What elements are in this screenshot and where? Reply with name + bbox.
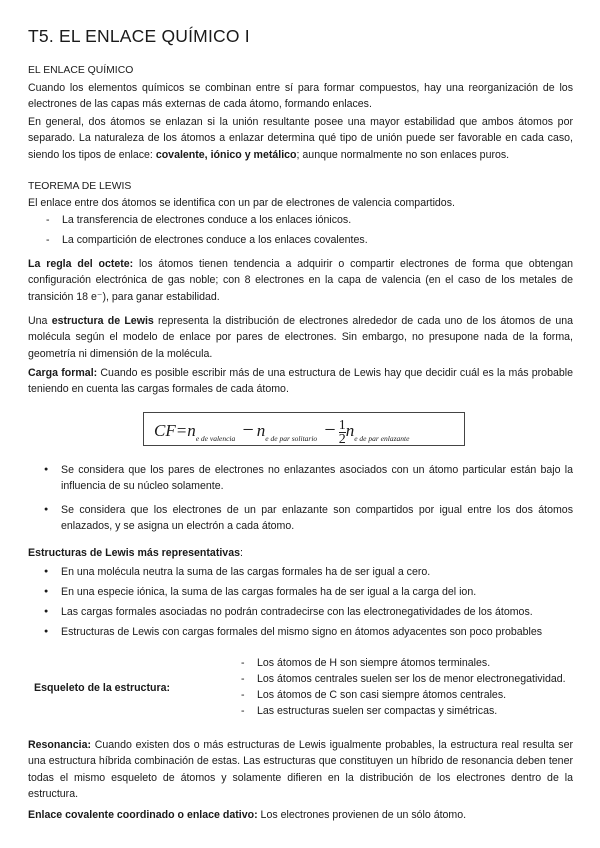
list-item: ● En una molécula neutra la suma de las cargas formales ha de ser igual a cero. [28, 564, 573, 584]
list-item: ● Se considera que los pares de electrones no enlazantes asociados con un átomo particular están bajo la influencia de su núcleo solamente. [28, 462, 573, 495]
minus: − [242, 419, 254, 441]
paragraph-intro: Cuando los elementos químicos se combinan entre sí para formar compuestos, hay una reorganización de los electrones de las capas más externas de cada átomo, formando enlaces. [28, 82, 573, 111]
list-item: - Los átomos de H son siempre átomos terminales. [223, 655, 566, 671]
list-item: ● Estructuras de Lewis con cargas formales del mismo signo en átomos adyacentes son poco probables [28, 624, 573, 644]
text: ; aunque normalmente no son enlaces puros. [296, 148, 510, 161]
octet-bold: La regla del octete: [28, 258, 134, 270]
formal-charge-formula [143, 412, 465, 446]
text: Cuando es posible escribir más de una estructura de Lewis hay que decidir cuál es la más probable teniendo en cuenta las cargas formales de cada átomo. [28, 367, 573, 396]
fraction [339, 419, 346, 446]
denominator: 2 [338, 431, 346, 447]
text: representa la distribución de electrones alrededor de cada uno de los átomos de una molécula según el modelo de enlace por pares de electrones. Sin embargo, no presupone nada de la forma, geometría ni dimensión de la molécula. [28, 315, 573, 360]
formula-sub: e de par solitario [265, 434, 318, 443]
page-title: T5. EL ENLACE QUÍMICO I [28, 26, 250, 46]
list-item: ● Las cargas formales asociadas no podrán contradecirse con las electronegatividades de los átomos. [28, 604, 573, 624]
text: En general, dos átomos se enlazan si la unión resultante posee una mayor estabilidad que ambos átomos por separado. La naturaleza de los átomos a enlazar determina qué tipo de unión puede ser favorable en cada caso, siendo los tipos de enlace: [28, 116, 573, 161]
paragraph-formal-charge [28, 365, 573, 398]
formula-sub: e de par enlazante [354, 434, 410, 443]
lewis-bold: estructura de Lewis [51, 315, 154, 327]
formula-n: n [256, 421, 266, 440]
dative-bold: Enlace covalente coordinado o enlace dativo: [28, 809, 258, 821]
skeleton-label: Esqueleto de la estructura: [34, 682, 170, 694]
list-item: ● En una especie iónica, la suma de las cargas formales ha de ser igual a la carga del ion. [28, 584, 573, 604]
text: Una [28, 315, 52, 327]
charge-bullets [28, 462, 573, 535]
formula-lhs: CF=n [154, 421, 196, 440]
text: : [239, 547, 243, 559]
heading-representative [28, 545, 573, 561]
list-item: - Los átomos centrales suelen ser los de menor electronegatividad. [223, 671, 566, 687]
skeleton-list [223, 655, 566, 719]
list-item: - Las estructuras suelen ser compactas y simétricas. [223, 703, 566, 719]
section-heading-enlace: EL ENLACE QUÍMICO [28, 65, 134, 76]
formula-n: n [345, 421, 355, 440]
dash-list [28, 212, 573, 252]
charge-bold: Carga formal: [28, 367, 98, 379]
text: Los electrones provienen de un sólo átomo. [257, 809, 467, 821]
text: Cuando existen dos o más estructuras de Lewis igualmente probables, la estructura real resulta ser una estructura híbrida combinación de estas. Las estructuras que constituyen un híbrido de resonancia deben tener todas el mismo esqueleto de átomos y solamente difieren en la distribución de los electrones dentro de la estructura. [28, 739, 573, 801]
paragraph-octet [28, 256, 573, 305]
paragraph-lewis-intro: El enlace entre dos átomos se identifica con un par de electrones de valencia compartidos. [28, 197, 455, 209]
text: los átomos tienen tendencia a adquirir o compartir electrones de forma que obtengan configuración electrónica de gas noble; con 8 electrones en la capa de valencia (en el caso de los metales de transición 18 e⁻), para ganar estabilidad. [28, 258, 573, 303]
representative-bullets [28, 564, 573, 644]
list-item: - Los átomos de C son casi siempre átomos centrales. [223, 687, 566, 703]
paragraph-resonance [28, 737, 573, 803]
numerator: 1 [338, 417, 346, 433]
minus: − [324, 419, 336, 441]
resonance-bold: Resonancia: [28, 739, 91, 751]
rep-heading-bold: Estructuras de Lewis más representativas [28, 547, 240, 559]
list-item: - La compartición de electrones conduce a los enlaces covalentes. [28, 232, 573, 252]
list-item: ● Se considera que los electrones de un par enlazante son compartidos por igual entre los dos átomos enlazados, y se asigna un electrón a cada átomo. [28, 502, 573, 535]
paragraph-bond-types [28, 114, 573, 163]
list-item: - La transferencia de electrones conduce a los enlaces iónicos. [28, 212, 573, 232]
formula-sub: e de valencia [195, 434, 236, 443]
paragraph-lewis-structure [28, 313, 573, 362]
bond-types-bold: covalente, iónico y metálico [155, 148, 297, 161]
paragraph-dative [28, 807, 573, 823]
section-heading-lewis: TEOREMA DE LEWIS [28, 181, 132, 192]
